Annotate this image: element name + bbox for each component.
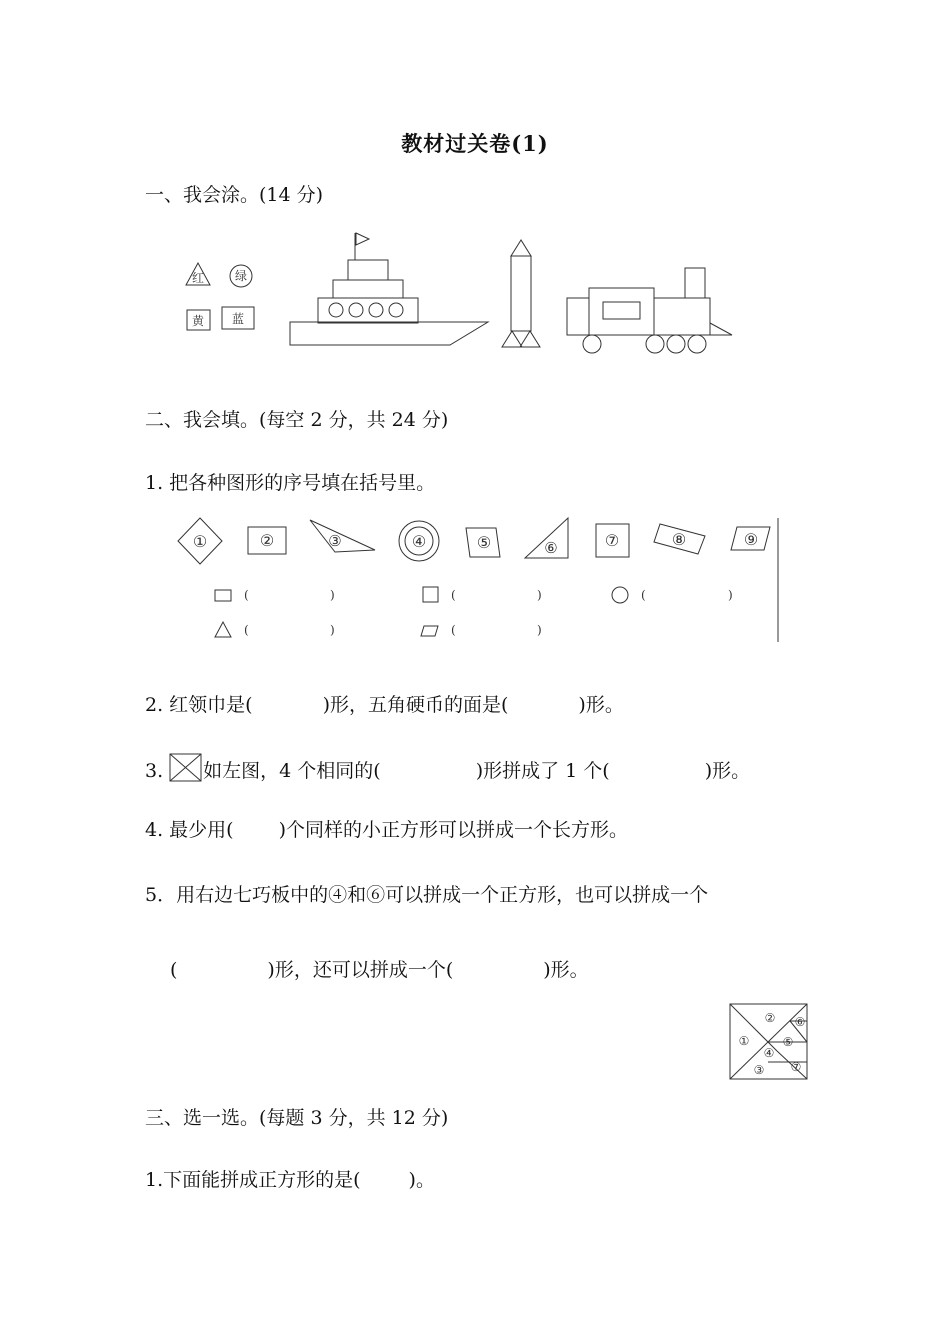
answer-open-triangle[interactable]: ( xyxy=(244,623,249,637)
question-2-3 xyxy=(145,753,750,783)
coloring-figure xyxy=(180,225,740,360)
train-drawing xyxy=(567,268,732,353)
q5-part1: ( xyxy=(170,959,178,981)
tangram-figure xyxy=(728,1002,810,1082)
legend-red-label: 红 xyxy=(191,271,205,285)
shape-2-label: ② xyxy=(259,531,275,550)
legend-yellow-label: 黄 xyxy=(191,314,205,328)
section1-heading: 一、我会涂。(14 分) xyxy=(145,184,324,206)
q3-part3: )形。 xyxy=(704,760,751,782)
q3-part1: 如左图，4 个相同的( xyxy=(203,760,381,782)
answer-open-square[interactable]: ( xyxy=(451,588,456,602)
tangram-label-5: ⑤ xyxy=(782,1035,794,1049)
question-2-5-line1: 5．用右边七巧板中的④和⑥可以拼成一个正方形，也可以拼成一个 xyxy=(145,884,709,906)
shape-3-triangle xyxy=(310,520,375,552)
s3q1-part2: )。 xyxy=(408,1169,435,1191)
shape-6-label: ⑥ xyxy=(544,539,558,557)
q3-prefix: 3. xyxy=(145,760,164,782)
shape-4-label: ④ xyxy=(411,532,427,551)
q2-part3: )形。 xyxy=(578,694,624,716)
tangram-label-6: ⑥ xyxy=(794,1015,806,1029)
tangram-label-1: ① xyxy=(738,1034,750,1048)
section3-heading: 三、选一选。(每题 3 分，共 12 分) xyxy=(145,1107,449,1129)
shape-8-label: ⑧ xyxy=(671,530,687,549)
small-parallelogram-icon xyxy=(421,626,438,636)
answer-open-rect[interactable]: ( xyxy=(244,588,249,602)
ship-drawing xyxy=(290,233,488,345)
answer-close-circle: ) xyxy=(728,588,733,602)
tangram-label-7: ⑦ xyxy=(790,1060,802,1074)
shape-5-label: ⑤ xyxy=(476,533,492,552)
tangram-label-3: ③ xyxy=(753,1063,765,1077)
answer-close-square: ) xyxy=(537,588,542,602)
question-2-1: 1. 把各种图形的序号填在括号里。 xyxy=(145,472,436,494)
answer-open-parallelogram[interactable]: ( xyxy=(451,623,456,637)
shape-7-label: ⑦ xyxy=(604,531,620,550)
q4-part2: )个同样的小正方形可以拼成一个长方形。 xyxy=(278,819,629,841)
legend-blue-label: 蓝 xyxy=(231,312,245,326)
legend-green-label: 绿 xyxy=(234,269,248,283)
page-title: 教材过关卷(1) xyxy=(401,131,549,156)
answer-open-circle[interactable]: ( xyxy=(641,588,646,602)
tangram-label-4: ④ xyxy=(763,1046,775,1060)
shapes-figure xyxy=(170,510,790,645)
rocket-drawing xyxy=(502,240,540,347)
shape-9-label: ⑨ xyxy=(743,530,759,549)
q2-part2: )形，五角硬币的面是( xyxy=(322,694,509,716)
question-2-4 xyxy=(145,815,628,842)
small-triangle-icon xyxy=(215,622,231,637)
small-square-icon xyxy=(423,587,438,602)
square-with-diagonals-icon xyxy=(169,753,203,783)
small-rectangle-icon xyxy=(215,590,231,601)
s3q1-part1: 1.下面能拼成正方形的是( xyxy=(145,1169,361,1191)
tangram-label-2: ② xyxy=(764,1011,776,1025)
answer-close-parallelogram: ) xyxy=(537,623,542,637)
small-circle-icon xyxy=(612,587,628,603)
q2-part1: 2. 红领巾是( xyxy=(145,694,253,716)
q3-part2: )形拼成了 1 个( xyxy=(475,760,610,782)
shape-3-label: ③ xyxy=(328,532,342,550)
question-2-2 xyxy=(145,690,624,717)
question-2-5-line2 xyxy=(170,955,589,982)
answer-close-triangle: ) xyxy=(330,623,335,637)
q5-part3: )形。 xyxy=(543,959,589,981)
q5-part2: )形，还可以拼成一个( xyxy=(267,959,454,981)
section2-heading: 二、我会填。(每空 2 分，共 24 分) xyxy=(145,409,449,431)
question-3-1 xyxy=(145,1165,435,1192)
shape-1-label: ① xyxy=(192,532,208,551)
q4-part1: 4. 最少用( xyxy=(145,819,234,841)
answer-close-rect: ) xyxy=(330,588,335,602)
